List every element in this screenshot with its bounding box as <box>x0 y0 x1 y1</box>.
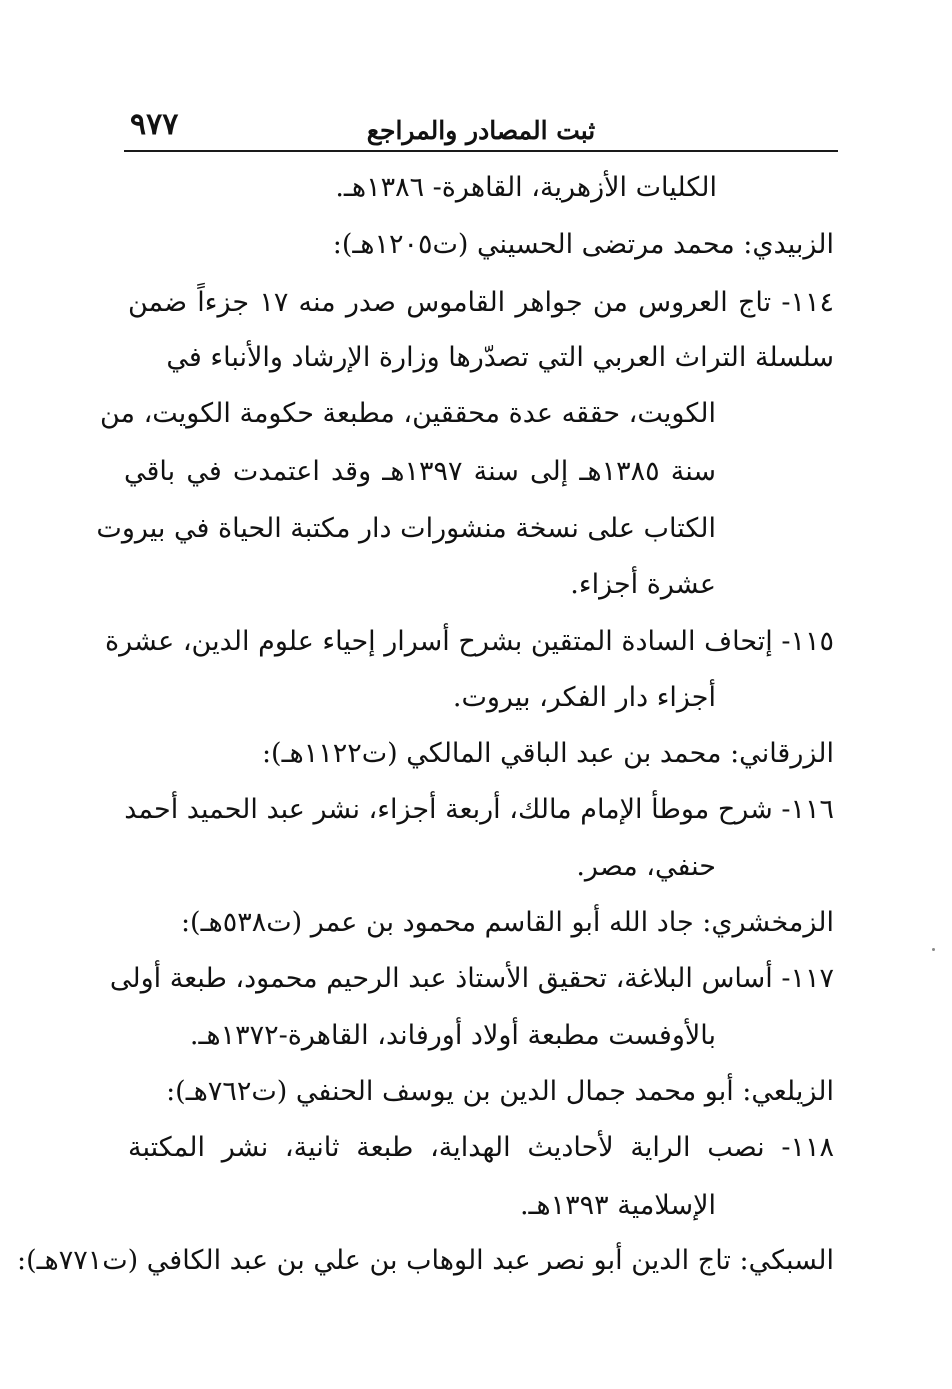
entry-line: سنة ١٣٨٥هـ إلى سنة ١٣٩٧هـ وقد اعتمدت في باقي <box>124 456 716 487</box>
entry-line: ١١٦- شرح موطأ الإمام مالك، أربعة أجزاء، نشر عبد الحميد أحمد <box>124 794 834 825</box>
entry-line: الإسلامية ١٣٩٣هـ. <box>519 1190 716 1221</box>
author-heading: الزبيدي: محمد مرتضى الحسيني (ت١٢٠٥هـ): <box>332 229 834 260</box>
author-heading: الزمخشري: جاد الله أبو القاسم محمود بن عمر (ت٥٣٨هـ): <box>180 907 834 938</box>
scan-speck <box>932 948 935 951</box>
entry-line: حنفي، مصر. <box>576 851 716 882</box>
page-number: ٩٧٧ <box>130 107 179 142</box>
entry-line: ١١٤- تاج العروس من جواهر القاموس صدر منه ١٧ جزءاً ضمن <box>128 287 834 318</box>
author-heading: الزرقاني: محمد بن عبد الباقي المالكي (ت١١٢٢هـ): <box>261 738 834 769</box>
entry-line: أجزاء دار الفكر، بيروت. <box>452 682 716 713</box>
running-title: ثبت المصادر والمراجع <box>366 116 596 145</box>
entry-line: بالأوفست مطبعة أولاد أورفاند، القاهرة-١٣٧٢هـ. <box>189 1020 716 1051</box>
entry-line: سلسلة التراث العربي التي تصدّرها وزارة الإرشاد والأنباء في <box>166 342 834 373</box>
author-heading: الزيلعي: أبو محمد جمال الدين بن يوسف الحنفي (ت٧٦٢هـ): <box>166 1076 834 1107</box>
entry-line: ١١٧- أساس البلاغة، تحقيق الأستاذ عبد الرحيم محمود، طبعة أولى <box>109 963 834 994</box>
entry-line: الكويت، حققه عدة محققين، مطبعة حكومة الكويت، من <box>99 398 716 429</box>
entry-line: الكتاب على نسخة منشورات دار مكتبة الحياة في بيروت <box>96 513 716 544</box>
entry-line: ١١٨- نصب الراية لأحاديث الهداية، طبعة ثانية، نشر المكتبة <box>128 1132 834 1163</box>
entry-line: ١١٥- إتحاف السادة المتقين بشرح أسرار إحياء علوم الدين، عشرة <box>105 626 834 657</box>
entry-line: عشرة أجزاء. <box>570 569 716 600</box>
text-line: الكليات الأزهرية، القاهرة- ١٣٨٦هـ. <box>335 172 717 203</box>
author-heading: السبكي: تاج الدين أبو نصر عبد الوهاب بن علي بن عبد الكافي (ت٧٧١هـ): <box>16 1245 834 1276</box>
